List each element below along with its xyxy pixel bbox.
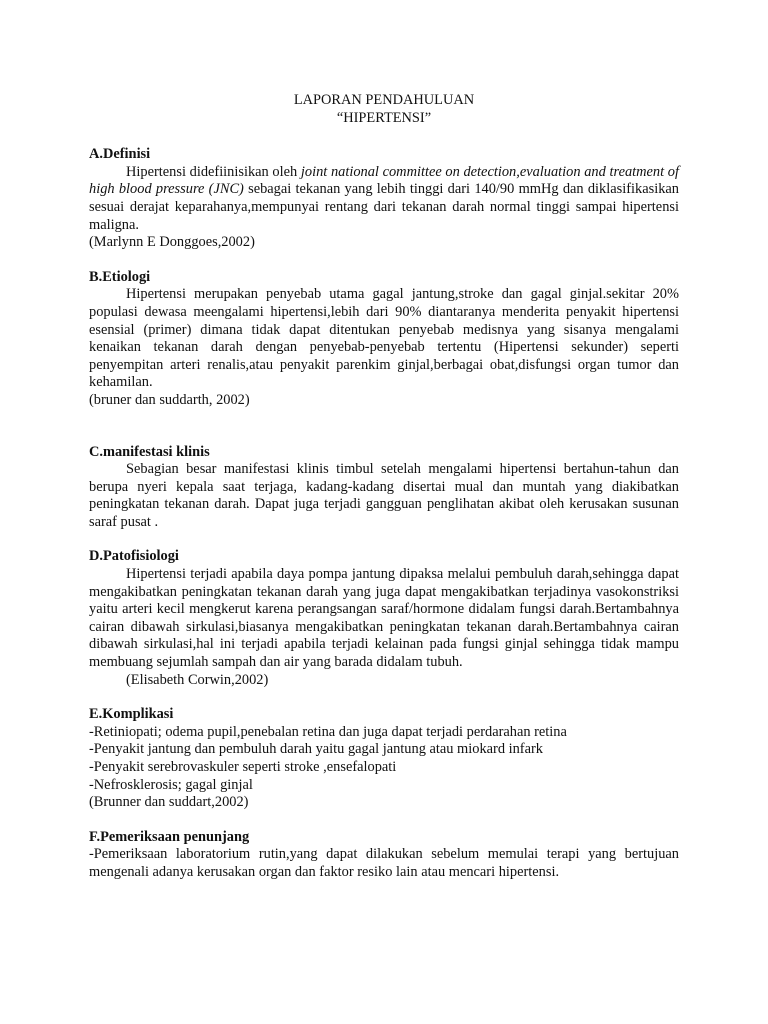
definisi-text-start: Hipertensi didefiinisikan oleh (126, 163, 301, 180)
etiologi-paragraph: Hipertensi merupakan penyebab utama gagal jantung,stroke dan gagal ginjal.sekitar 20% populasi dewasa meengalami hipertensi,lebih dari 90% diantaranya menderita penyakit hipertensi esensial (primer) dimana tidak dapat ditentukan penyebab medisnya yang sisanya mengalami kenaikan tekanan darah dengan penyebab-penyebab tertentu (Hipertensi sekunder) seperti penyempitan arteri renalis,atau penyakit parenkim ginjal,berbagai obat,disfungsi organ tumor dan kehamilan. (89, 286, 679, 391)
section-heading-patofisiologi: D.Patofisiologi (89, 548, 179, 565)
definisi-paragraph (89, 164, 679, 234)
komplikasi-reference: (Brunner dan suddart,2002) (89, 794, 249, 811)
document-page (89, 92, 679, 882)
section-patofisiologi (89, 548, 679, 689)
patofisiologi-paragraph: Hipertensi terjadi apabila daya pompa jantung dipaksa melalui pembuluh darah,sehingga dapat mengakibatkan peningkatan tekanan darah yang juga dapat mengakibatkan terjadinya vasokonstriksi yaitu arteri kecil mengkerut karena perangsangan saraf/hormone didalam fungsi darah.Bertambahnya cairan dibawah sirkulasi,biasanya mengakibatkan peningkatan tekanan darah.Bertambahnya cairan dibawah sirkulasi,hal ini terjadi apabila terjadi kelainan pada fungsi ginjal sehingga tidak mampu membuang sejumlah sampah dan air yang barada didalam tubuh. (89, 566, 679, 671)
komplikasi-item: -Penyakit jantung dan pembuluh darah yaitu gagal jantung atau miokard infark (89, 741, 543, 758)
patofisiologi-reference: (Elisabeth Corwin,2002) (126, 671, 269, 688)
definisi-text-italic: joint national committee on detection,evaluation and treatment of high blood pressure (JNC) (89, 163, 679, 198)
section-komplikasi (89, 706, 679, 812)
section-definisi (89, 146, 679, 252)
definisi-text-end: sebagai tekanan yang lebih tinggi dari 140/90 mmHg dan diklasifikasikan sesuai derajat keparahanya,mempunyai rentang dari tekanan darah normal tinggi sampai hipertensi maligna. (89, 181, 679, 233)
etiologi-reference: (bruner dan suddarth, 2002) (89, 391, 250, 408)
komplikasi-item: -Penyakit serebrovaskuler seperti stroke ,ensefalopati (89, 759, 397, 775)
komplikasi-item: -Retiniopati; odema pupil,penebalan retina dan juga dapat terjadi perdarahan retina (89, 723, 567, 740)
section-heading-komplikasi: E.Komplikasi (89, 706, 174, 723)
title-line-1: LAPORAN PENDAHULUAN (293, 92, 475, 108)
section-heading-manifestasi: C.manifestasi klinis (89, 443, 210, 460)
document-title (89, 92, 679, 127)
title-line-2: “HIPERTENSI” (336, 109, 432, 126)
section-heading-penunjang: F.Pemeriksaan penunjang (89, 828, 250, 845)
penunjang-paragraph: -Pemeriksaan laboratorium rutin,yang dapat dilakukan sebelum memulai terapi yang bertujuan mengenali adanya kerusakan organ dan faktor resiko lain atau mencari hipertensi. (89, 846, 679, 880)
definisi-reference: (Marlynn E Donggoes,2002) (89, 234, 255, 251)
manifestasi-paragraph: Sebagian besar manifestasi klinis timbul setelah mengalami hipertensi bertahun-tahun dan berupa nyeri kepala saat terjaga, kadang-kadang disertai mual dan muntah yang diakibatkan peningkatan tekanan darah. Dapat juga terjadi gangguan penglihatan akibat oleh kerusakan susunan saraf pusat . (89, 461, 679, 530)
section-penunjang (89, 829, 679, 882)
section-manifestasi (89, 444, 679, 532)
section-etiologi (89, 269, 679, 410)
section-heading-etiologi: B.Etiologi (89, 268, 151, 285)
section-heading-definisi: A.Definisi (89, 146, 151, 163)
komplikasi-item: -Nefrosklerosis; gagal ginjal (89, 776, 253, 793)
